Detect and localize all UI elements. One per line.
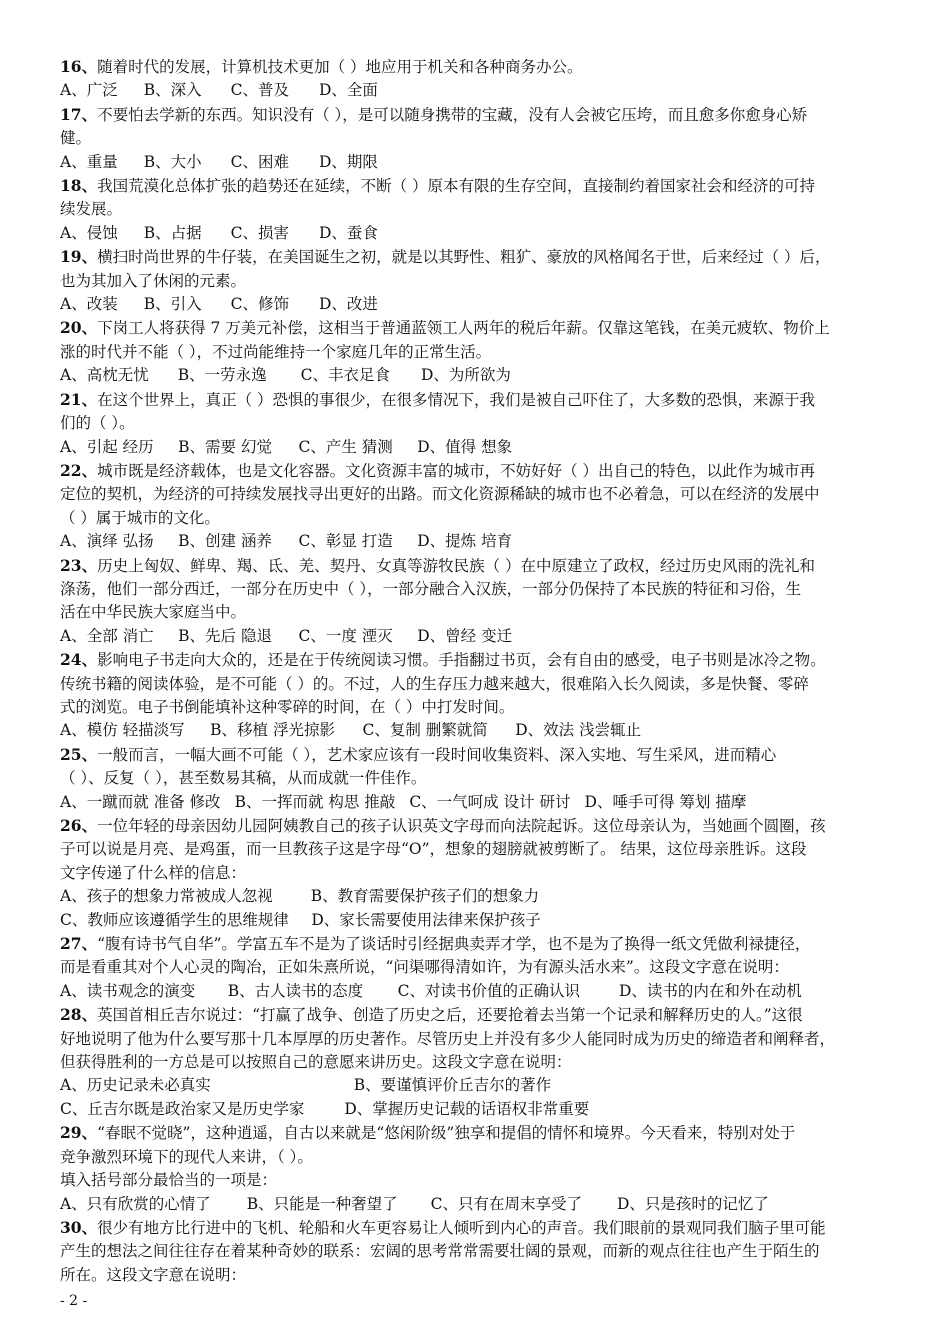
answer-option: D、效法 浅尝辄止 xyxy=(515,721,642,740)
question-text: 很少有地方比行进中的飞机、轮船和火车更容易让人倾听到内心的声音。我们眼前的景观同我们脑子里可能 xyxy=(97,1218,826,1237)
question-stem xyxy=(60,1216,890,1240)
question-text: 随着时代的发展，计算机技术更加（ ）地应用于机关和各种商务办公。 xyxy=(97,58,583,76)
question-number: 17、 xyxy=(60,104,98,124)
question-stem xyxy=(60,932,890,956)
answer-option: C、只有在周末享受了 xyxy=(430,1194,582,1213)
answer-option: D、值得 想象 xyxy=(417,437,513,456)
answer-options xyxy=(60,791,890,814)
answer-options xyxy=(60,625,890,648)
question-text-line: 也为其加入了休闲的元素。 xyxy=(60,271,247,290)
question-number: 18、 xyxy=(60,176,98,196)
question-text-line: 活在中华民族大家庭当中。 xyxy=(60,603,247,622)
answer-option: D、全面 xyxy=(318,81,378,100)
answer-option: A、高枕无忧 xyxy=(60,366,149,385)
question-text-line: 文字传递了什么样的信息： xyxy=(60,863,247,882)
question-number: 28、 xyxy=(60,1005,98,1025)
answer-option: D、唾手可得 筹划 描摩 xyxy=(584,792,747,811)
question-text-line: 竞争激烈环境下的现代人来讲，（ ）。 xyxy=(60,1147,313,1166)
answer-option: A、演绎 弘扬 xyxy=(60,532,154,551)
answer-option: C、困难 xyxy=(230,152,289,171)
answer-option: A、改装 xyxy=(60,295,118,314)
answer-options xyxy=(60,1074,890,1097)
answer-option: D、蚕食 xyxy=(318,223,378,242)
answer-option: C、损害 xyxy=(230,223,289,242)
answer-options xyxy=(60,151,890,174)
question-number: 22、 xyxy=(60,460,98,480)
question-text-line: 定位的契机，为经济的可持续发展找寻出更好的出路。而文化资源稀缺的城市也不必着急，可以在经济的发展中 xyxy=(60,485,820,504)
question-number: 27、 xyxy=(60,934,98,954)
answer-option: C、丘吉尔既是政治家又是历史学家 xyxy=(60,1099,305,1118)
answer-options xyxy=(60,1098,890,1121)
question-number: 21、 xyxy=(60,389,98,409)
question-stem xyxy=(60,388,890,412)
answer-option: B、要谨慎评价丘吉尔的著作 xyxy=(353,1076,552,1095)
answer-option: D、家长需要使用法律来保护孩子 xyxy=(311,910,541,929)
question-text: 一位年轻的母亲因幼儿园阿姨教自己的孩子认识英文字母而向法院起诉。这位母亲认为，当她画个圆圈，孩 xyxy=(97,817,826,835)
answer-option: C、一度 湮灭 xyxy=(298,626,393,645)
answer-option: A、历史记录未必真实 xyxy=(60,1076,211,1095)
answer-options xyxy=(60,1193,890,1216)
question-number: 26、 xyxy=(60,816,98,835)
question-stem xyxy=(60,55,890,79)
answer-option: B、深入 xyxy=(143,81,202,100)
question-text-line: 传统书籍的阅读体验，是不可能（ ）的。不过，人的生存压力越来越大，很难陷入长久阅读，多是快餐、零碎 xyxy=(60,674,809,693)
answer-option: C、教师应该遵循学生的思维规律 xyxy=(60,910,289,929)
question-text-line: （ ）属于城市的文化。 xyxy=(60,508,220,527)
answer-option: D、曾经 变迁 xyxy=(417,626,513,645)
question-stem xyxy=(60,174,890,198)
question-text-line: 而是看重其对个人心灵的陶冶，正如朱熹所说，“问渠哪得清如许，为有源头活水来”。这段文字意在说明： xyxy=(60,958,789,977)
answer-options xyxy=(60,530,890,553)
question-text-line: 所在。这段文字意在说明： xyxy=(60,1265,247,1284)
answer-options xyxy=(60,79,890,102)
answer-option: A、孩子的想象力常被成人忽视 xyxy=(60,887,273,906)
question-stem xyxy=(60,245,890,269)
answer-option: D、读书的内在和外在动机 xyxy=(618,981,802,1000)
answer-option: B、需要 幻觉 xyxy=(178,437,272,456)
answer-option: D、掌握历史记载的话语权非常重要 xyxy=(344,1099,590,1118)
question-text-line: 健。 xyxy=(60,129,92,148)
answer-options xyxy=(60,293,890,316)
question-number: 19、 xyxy=(60,247,98,267)
answer-options xyxy=(60,222,890,245)
answer-option: A、广泛 xyxy=(60,81,118,100)
question-stem xyxy=(60,103,890,127)
answer-option: C、修饰 xyxy=(230,295,289,314)
answer-options xyxy=(60,909,890,932)
question-text-line: 子可以说是月亮、是鸡蛋，而一旦教孩子这是字母“O”，想象的翅膀就被剪断了。 结果，这位母亲胜诉。这段 xyxy=(60,840,807,859)
answer-option: A、侵蚀 xyxy=(60,223,118,242)
answer-options xyxy=(60,436,890,459)
question-stem xyxy=(60,554,890,578)
answer-option: B、一劳永逸 xyxy=(177,366,267,385)
answer-option: A、全部 消亡 xyxy=(60,626,154,645)
question-number: 23、 xyxy=(60,555,98,575)
answer-options xyxy=(60,364,890,387)
question-text: 城市既是经济载体，也是文化容器。文化资源丰富的城市，不妨好好（ ）出自己的特色，以此作为城市再 xyxy=(97,461,816,480)
question-stem xyxy=(60,648,890,672)
answer-option: C、一气呵成 设计 研讨 xyxy=(409,792,571,811)
answer-option: C、对读书价值的正确认识 xyxy=(397,981,580,1000)
question-text-line: 们的（ ）。 xyxy=(60,414,135,433)
answer-option: B、先后 隐退 xyxy=(178,626,272,645)
answer-option: C、产生 猜测 xyxy=(298,437,393,456)
question-text: 英国首相丘吉尔说过：“打赢了战争、创造了历史之后，还要抢着去当第一个记录和解释历史的人。”这很 xyxy=(97,1006,803,1025)
question-text: 影响电子书走向大众的，还是在于传统阅读习惯。手指翻过书页，会有自由的感受，电子书则是冰冷之物。 xyxy=(97,651,826,670)
page-number: - 2 - xyxy=(60,1293,88,1309)
question-text-line: 产生的想法之间往往存在着某种奇妙的联系：宏阔的思考常常需要壮阔的景观，而新的观点往往也产生于陌生的 xyxy=(60,1242,820,1261)
question-stem xyxy=(60,1121,890,1145)
question-text: 一般而言，一幅大画不可能（ ），艺术家应该有一段时间收集资料、深入实地、写生采风，进而精心 xyxy=(97,745,777,764)
answer-option: A、引起 经历 xyxy=(60,437,154,456)
question-number: 20、 xyxy=(60,318,98,338)
question-stem xyxy=(60,316,890,340)
question-number: 29、 xyxy=(60,1123,98,1143)
answer-options xyxy=(60,980,890,1003)
question-text-line: 涨的时代并不能（ ），不过尚能维持一个家庭几年的正常生活。 xyxy=(60,342,492,361)
answer-options xyxy=(60,719,890,742)
question-number: 30、 xyxy=(60,1217,98,1237)
question-stem xyxy=(60,814,890,838)
answer-option: A、重量 xyxy=(60,152,118,171)
answer-option: B、引入 xyxy=(143,295,202,314)
answer-options xyxy=(60,885,890,908)
answer-option: A、只有欣赏的心情了 xyxy=(60,1194,211,1213)
question-text-line: 式的浏览。电子书倒能填补这种零碎的时间，在（ ）中打发时间。 xyxy=(60,697,515,716)
question-text: 我国荒漠化总体扩张的趋势还在延续，不断（ ）原本有限的生存空间，直接制约着国家社会和经济的可持 xyxy=(97,177,816,196)
question-stem xyxy=(60,743,890,767)
question-list xyxy=(60,55,890,1287)
answer-option: A、模仿 轻描淡写 xyxy=(60,721,185,740)
answer-option: B、古人读书的态度 xyxy=(227,981,364,1000)
question-text-line: 涤荡，他们一部分西迁，一部分在历史中（ ），一部分融合入汉族，一部分仍保持了本民族的特征和习俗，生 xyxy=(60,579,802,598)
question-stem xyxy=(60,459,890,483)
answer-option: D、提炼 培育 xyxy=(417,532,513,551)
question-number: 24、 xyxy=(60,650,98,670)
question-text-line: 但获得胜利的一方总是可以按照自己的意愿来讲历史。这段文字意在说明： xyxy=(60,1053,572,1072)
question-text-line: 好地说明了他为什么要写那十几本厚厚的历史著作。尽管历史上并没有多少人能同时成为历史的缔造者和阐释者， xyxy=(60,1029,836,1048)
answer-option: B、一挥而就 构思 推敲 xyxy=(234,792,396,811)
answer-option: A、一蹴而就 准备 修改 xyxy=(60,792,221,811)
answer-option: C、普及 xyxy=(230,81,289,100)
question-number: 16、 xyxy=(60,57,98,76)
answer-option: C、复制 删繁就简 xyxy=(362,721,488,740)
question-text: 下岗工人将获得 7 万美元补偿，这相当于普通蓝领工人两年的税后年薪。仅靠这笔钱，在美元疲软、物价上 xyxy=(97,319,830,338)
question-text: 不要怕去学新的东西。知识没有（ ），是可以随身携带的宝藏，没有人会被它压垮，而且愈多你愈身心矫 xyxy=(97,105,808,124)
answer-option: A、读书观念的演变 xyxy=(60,981,196,1000)
answer-option: B、大小 xyxy=(143,152,202,171)
question-stem xyxy=(60,1003,890,1027)
question-text: 横扫时尚世界的牛仔装，在美国诞生之初，就是以其野性、粗犷、豪放的风格闻名于世，后来经过（ ）后， xyxy=(97,248,831,267)
answer-option: B、教育需要保护孩子们的想象力 xyxy=(310,887,540,906)
answer-option: D、为所欲为 xyxy=(420,366,511,385)
question-text-line: （ ）、反复（ ），甚至数易其稿，从而成就一件佳作。 xyxy=(60,769,427,788)
question-text: “腹有诗书气自华”。学富五车不是为了谈话时引经据典卖弄才学，也不是为了换得一纸文凭做利禄捷径， xyxy=(97,935,811,954)
answer-option: B、占据 xyxy=(143,223,202,242)
answer-option: D、改进 xyxy=(318,295,378,314)
question-text: 历史上匈奴、鲜卑、羯、氐、羌、契丹、女真等游牧民族（ ）在中原建立了政权，经过历史风雨的洗礼和 xyxy=(97,556,816,575)
answer-option: C、丰衣足食 xyxy=(300,366,390,385)
answer-option: B、创建 涵养 xyxy=(178,532,272,551)
answer-option: B、移植 浮光掠影 xyxy=(210,721,335,740)
answer-option: C、彰显 打造 xyxy=(298,532,393,551)
question-text-line: 填入括号部分最恰当的一项是： xyxy=(60,1171,278,1190)
question-text: 在这个世界上，真正（ ）恐惧的事很少，在很多情况下，我们是被自己吓住了，大多数的恐惧，来源于我 xyxy=(97,390,816,409)
answer-option: D、只是孩时的记忆了 xyxy=(616,1194,769,1213)
question-text: “春眠不觉晓”，这种逍遥，自古以来就是“悠闲阶级”独享和提倡的情怀和境界。今天看来，特别对处于 xyxy=(97,1124,796,1143)
answer-option: D、期限 xyxy=(318,152,378,171)
answer-option: B、只能是一种奢望了 xyxy=(246,1194,398,1213)
question-number: 25、 xyxy=(60,744,98,764)
question-text-line: 续发展。 xyxy=(60,200,123,219)
